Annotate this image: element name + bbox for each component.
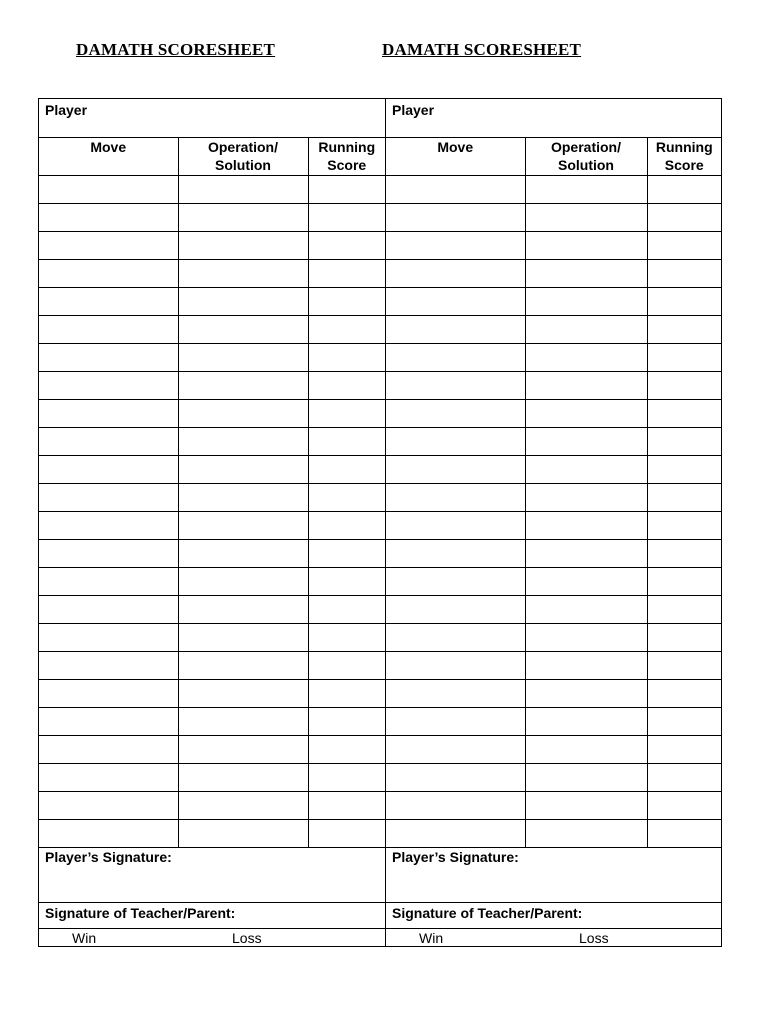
- player-signature-field[interactable]: [386, 847, 721, 903]
- table-row: [39, 819, 385, 847]
- scoresheet-title-right: DAMATH SCORESHEET: [382, 40, 582, 59]
- table-row: [39, 791, 385, 819]
- table-row: [39, 231, 385, 259]
- move-cell[interactable]: [39, 539, 178, 567]
- teacher-signature-field[interactable]: [39, 903, 385, 929]
- table-row: [39, 511, 385, 539]
- table-row: [386, 707, 721, 735]
- running-score-cell[interactable]: [308, 371, 385, 399]
- running-score-cell[interactable]: [308, 175, 385, 203]
- table-row: [386, 259, 721, 287]
- header-line: Move: [437, 139, 474, 155]
- table-row: [39, 651, 385, 679]
- operation-cell[interactable]: [525, 791, 647, 819]
- move-cell[interactable]: [39, 231, 178, 259]
- running-score-cell[interactable]: [647, 539, 721, 567]
- operation-cell[interactable]: [178, 343, 308, 371]
- operation-cell[interactable]: [525, 623, 647, 651]
- running-score-cell[interactable]: [647, 735, 721, 763]
- move-cell[interactable]: [386, 679, 525, 707]
- running-score-cell[interactable]: [308, 539, 385, 567]
- running-score-cell[interactable]: [308, 763, 385, 791]
- table-row: [39, 735, 385, 763]
- running-score-cell[interactable]: [647, 455, 721, 483]
- player-label: Player: [45, 102, 88, 118]
- move-cell[interactable]: [386, 567, 525, 595]
- operation-cell[interactable]: [178, 371, 308, 399]
- operation-cell[interactable]: [525, 595, 647, 623]
- move-cell[interactable]: [39, 315, 178, 343]
- running-score-cell[interactable]: [308, 259, 385, 287]
- operation-cell[interactable]: [525, 203, 647, 231]
- move-cell[interactable]: [39, 427, 178, 455]
- operation-cell[interactable]: [178, 315, 308, 343]
- operation-cell[interactable]: [178, 623, 308, 651]
- teacher-signature-label: Signature of Teacher/Parent:: [392, 905, 583, 921]
- running-score-cell[interactable]: [647, 595, 721, 623]
- running-score-cell[interactable]: [647, 651, 721, 679]
- scoresheet-title-left: DAMATH SCORESHEET: [76, 40, 276, 59]
- operation-cell[interactable]: [178, 819, 308, 847]
- player-name-field[interactable]: [39, 99, 385, 138]
- running-score-cell[interactable]: [308, 651, 385, 679]
- running-score-cell[interactable]: [308, 343, 385, 371]
- table-row: [39, 371, 385, 399]
- running-score-cell[interactable]: [647, 315, 721, 343]
- table-row: [386, 399, 721, 427]
- column-header-operation: [525, 138, 647, 175]
- loss-label[interactable]: Loss: [232, 930, 262, 946]
- player-name-field[interactable]: [386, 99, 721, 138]
- move-cell[interactable]: [39, 623, 178, 651]
- move-cell[interactable]: [39, 175, 178, 203]
- move-cell[interactable]: [386, 231, 525, 259]
- header-line: Operation/: [550, 139, 621, 155]
- scoresheet-left: [39, 99, 385, 946]
- running-score-cell[interactable]: [308, 287, 385, 315]
- win-label[interactable]: Win: [419, 930, 444, 946]
- move-cell[interactable]: [39, 567, 178, 595]
- running-score-cell[interactable]: [308, 735, 385, 763]
- table-row: [386, 483, 721, 511]
- move-cell[interactable]: [386, 455, 525, 483]
- operation-cell[interactable]: [178, 567, 308, 595]
- move-cell[interactable]: [386, 399, 525, 427]
- running-score-cell[interactable]: [647, 679, 721, 707]
- move-cell[interactable]: [386, 763, 525, 791]
- running-score-cell[interactable]: [308, 427, 385, 455]
- table-row: [386, 623, 721, 651]
- table-header-row: [386, 138, 721, 175]
- operation-cell[interactable]: [525, 735, 647, 763]
- table-row: [39, 623, 385, 651]
- running-score-cell[interactable]: [647, 343, 721, 371]
- operation-cell[interactable]: [525, 483, 647, 511]
- header-line: Move: [90, 139, 127, 155]
- operation-cell[interactable]: [178, 539, 308, 567]
- table-row: [39, 399, 385, 427]
- operation-cell[interactable]: [178, 763, 308, 791]
- operation-cell[interactable]: [178, 483, 308, 511]
- move-cell[interactable]: [386, 371, 525, 399]
- operation-cell[interactable]: [525, 231, 647, 259]
- running-score-cell[interactable]: [308, 567, 385, 595]
- table-row: [39, 427, 385, 455]
- table-row: [386, 651, 721, 679]
- loss-label[interactable]: Loss: [579, 930, 609, 946]
- player-signature-label: Player’s Signature:: [392, 849, 519, 865]
- header-line: Solution: [215, 157, 271, 173]
- table-row: [39, 175, 385, 203]
- move-cell[interactable]: [386, 539, 525, 567]
- operation-cell[interactable]: [178, 175, 308, 203]
- table-row: [39, 455, 385, 483]
- running-score-cell[interactable]: [647, 371, 721, 399]
- operation-cell[interactable]: [525, 259, 647, 287]
- operation-cell[interactable]: [178, 287, 308, 315]
- running-score-cell[interactable]: [647, 483, 721, 511]
- table-row: [386, 763, 721, 791]
- move-cell[interactable]: [39, 259, 178, 287]
- table-row: [386, 679, 721, 707]
- operation-cell[interactable]: [525, 539, 647, 567]
- teacher-signature-label: Signature of Teacher/Parent:: [45, 905, 236, 921]
- move-cell[interactable]: [39, 819, 178, 847]
- move-cell[interactable]: [39, 287, 178, 315]
- running-score-cell[interactable]: [647, 791, 721, 819]
- column-header-move: [386, 138, 525, 175]
- operation-cell[interactable]: [178, 707, 308, 735]
- move-cell[interactable]: [39, 707, 178, 735]
- player-label: Player: [392, 102, 435, 118]
- header-line: Solution: [558, 157, 614, 173]
- operation-cell[interactable]: [525, 287, 647, 315]
- operation-cell[interactable]: [525, 399, 647, 427]
- running-score-cell[interactable]: [647, 819, 721, 847]
- table-row: [39, 315, 385, 343]
- table-row: [39, 483, 385, 511]
- table-row: [39, 287, 385, 315]
- operation-cell[interactable]: [178, 595, 308, 623]
- running-score-cell[interactable]: [647, 567, 721, 595]
- table-row: [386, 287, 721, 315]
- running-score-cell[interactable]: [308, 819, 385, 847]
- operation-cell[interactable]: [178, 203, 308, 231]
- table-row: [39, 595, 385, 623]
- operation-cell[interactable]: [178, 651, 308, 679]
- move-cell[interactable]: [386, 791, 525, 819]
- move-cell[interactable]: [386, 315, 525, 343]
- scoresheet-form: [38, 98, 722, 947]
- operation-cell[interactable]: [525, 679, 647, 707]
- scoresheet-right: [385, 99, 721, 946]
- running-score-cell[interactable]: [308, 511, 385, 539]
- operation-cell[interactable]: [525, 567, 647, 595]
- operation-cell[interactable]: [525, 455, 647, 483]
- column-header-running-score: [647, 138, 721, 175]
- running-score-cell[interactable]: [647, 623, 721, 651]
- running-score-cell[interactable]: [308, 399, 385, 427]
- running-score-cell[interactable]: [647, 259, 721, 287]
- table-row: [39, 567, 385, 595]
- table-row: [386, 539, 721, 567]
- running-score-cell[interactable]: [308, 231, 385, 259]
- running-score-cell[interactable]: [647, 427, 721, 455]
- table-row: [386, 511, 721, 539]
- running-score-cell[interactable]: [647, 707, 721, 735]
- table-row: [39, 259, 385, 287]
- header-line: Score: [327, 157, 367, 173]
- operation-cell[interactable]: [525, 427, 647, 455]
- move-rows: [386, 175, 721, 847]
- column-header-running-score: [308, 138, 385, 175]
- player-signature-label: Player’s Signature:: [45, 849, 172, 865]
- move-rows: [39, 175, 385, 847]
- move-cell[interactable]: [386, 483, 525, 511]
- operation-cell[interactable]: [525, 763, 647, 791]
- move-cell[interactable]: [386, 427, 525, 455]
- table-row: [39, 679, 385, 707]
- move-cell[interactable]: [39, 343, 178, 371]
- win-label[interactable]: Win: [72, 930, 97, 946]
- header-line: Running: [655, 139, 713, 155]
- running-score-cell[interactable]: [308, 791, 385, 819]
- running-score-cell[interactable]: [308, 595, 385, 623]
- result-row: [39, 929, 385, 946]
- move-cell[interactable]: [39, 399, 178, 427]
- running-score-cell[interactable]: [308, 315, 385, 343]
- result-row: [386, 929, 721, 946]
- running-score-cell[interactable]: [308, 679, 385, 707]
- running-score-cell[interactable]: [647, 231, 721, 259]
- table-row: [386, 343, 721, 371]
- move-cell[interactable]: [386, 287, 525, 315]
- player-signature-field[interactable]: [39, 847, 385, 903]
- operation-cell[interactable]: [525, 819, 647, 847]
- operation-cell[interactable]: [525, 371, 647, 399]
- move-cell[interactable]: [39, 791, 178, 819]
- move-cell[interactable]: [39, 455, 178, 483]
- operation-cell[interactable]: [178, 399, 308, 427]
- running-score-cell[interactable]: [308, 203, 385, 231]
- move-cell[interactable]: [39, 679, 178, 707]
- move-cell[interactable]: [386, 707, 525, 735]
- table-row: [386, 455, 721, 483]
- move-cell[interactable]: [39, 651, 178, 679]
- operation-cell[interactable]: [178, 427, 308, 455]
- move-cell[interactable]: [39, 735, 178, 763]
- teacher-signature-field[interactable]: [386, 903, 721, 929]
- table-row: [386, 567, 721, 595]
- column-header-move: [39, 138, 178, 175]
- running-score-cell[interactable]: [308, 455, 385, 483]
- operation-cell[interactable]: [178, 735, 308, 763]
- move-cell[interactable]: [386, 651, 525, 679]
- operation-cell[interactable]: [525, 175, 647, 203]
- move-cell[interactable]: [39, 483, 178, 511]
- table-row: [386, 371, 721, 399]
- header-line: Score: [664, 157, 704, 173]
- table-row: [39, 203, 385, 231]
- table-row: [386, 819, 721, 847]
- running-score-cell[interactable]: [647, 287, 721, 315]
- table-row: [386, 735, 721, 763]
- move-cell[interactable]: [386, 735, 525, 763]
- operation-cell[interactable]: [525, 315, 647, 343]
- moves-table: [386, 138, 721, 848]
- move-cell[interactable]: [39, 511, 178, 539]
- move-cell[interactable]: [386, 203, 525, 231]
- table-row: [39, 343, 385, 371]
- table-header-row: [39, 138, 385, 175]
- move-cell[interactable]: [386, 259, 525, 287]
- running-score-cell[interactable]: [647, 511, 721, 539]
- table-row: [39, 539, 385, 567]
- operation-cell[interactable]: [178, 511, 308, 539]
- table-row: [386, 231, 721, 259]
- header-line: Operation/: [207, 139, 278, 155]
- running-score-cell[interactable]: [647, 763, 721, 791]
- running-score-cell[interactable]: [308, 623, 385, 651]
- operation-cell[interactable]: [178, 791, 308, 819]
- table-row: [386, 427, 721, 455]
- column-header-operation: [178, 138, 308, 175]
- operation-cell[interactable]: [525, 651, 647, 679]
- running-score-cell[interactable]: [308, 483, 385, 511]
- operation-cell[interactable]: [178, 259, 308, 287]
- table-row: [386, 791, 721, 819]
- moves-table: [39, 138, 385, 848]
- move-cell[interactable]: [39, 203, 178, 231]
- table-row: [386, 175, 721, 203]
- running-score-cell[interactable]: [308, 707, 385, 735]
- move-cell[interactable]: [386, 175, 525, 203]
- running-score-cell[interactable]: [647, 175, 721, 203]
- running-score-cell[interactable]: [647, 399, 721, 427]
- table-row: [386, 203, 721, 231]
- operation-cell[interactable]: [525, 511, 647, 539]
- move-cell[interactable]: [39, 763, 178, 791]
- operation-cell[interactable]: [178, 455, 308, 483]
- running-score-cell[interactable]: [647, 203, 721, 231]
- operation-cell[interactable]: [525, 343, 647, 371]
- table-row: [39, 763, 385, 791]
- header-line: Running: [318, 139, 376, 155]
- move-cell[interactable]: [386, 595, 525, 623]
- move-cell[interactable]: [39, 595, 178, 623]
- table-row: [386, 315, 721, 343]
- move-cell[interactable]: [386, 343, 525, 371]
- move-cell[interactable]: [39, 371, 178, 399]
- operation-cell[interactable]: [178, 679, 308, 707]
- move-cell[interactable]: [386, 819, 525, 847]
- move-cell[interactable]: [386, 623, 525, 651]
- table-row: [39, 707, 385, 735]
- table-row: [386, 595, 721, 623]
- operation-cell[interactable]: [525, 707, 647, 735]
- move-cell[interactable]: [386, 511, 525, 539]
- operation-cell[interactable]: [178, 231, 308, 259]
